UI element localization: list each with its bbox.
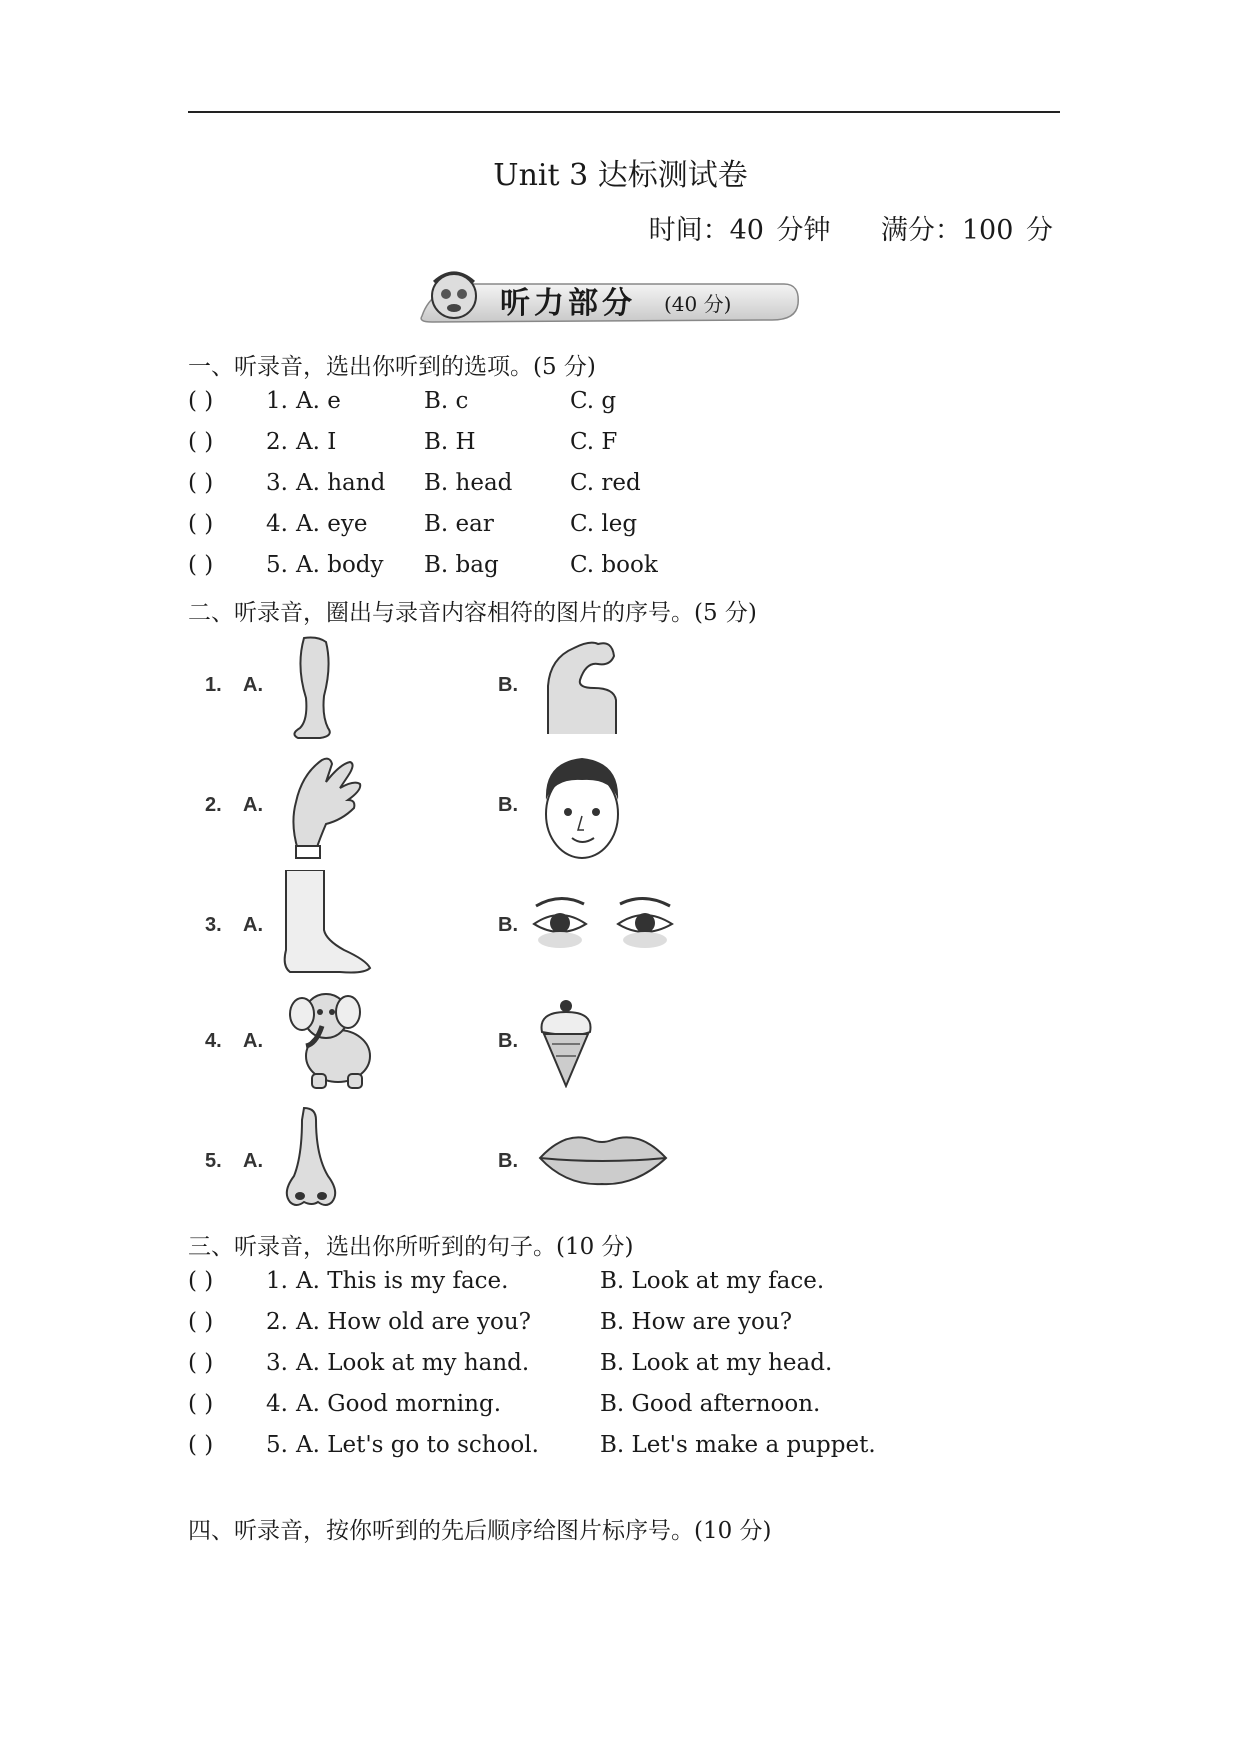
answer-blank[interactable]: ( ) xyxy=(188,1432,214,1458)
top-rule xyxy=(188,111,1060,113)
score-label: 满分：100 分 xyxy=(880,215,1053,246)
option-a-label: A. xyxy=(243,794,263,816)
option-a: A. I xyxy=(296,429,337,455)
headphone-mascot-icon xyxy=(432,273,476,318)
page-title: Unit 3 达标测试卷 xyxy=(493,158,748,193)
option-c: C. g xyxy=(570,388,617,414)
ice-cream-icon[interactable] xyxy=(534,998,598,1088)
item-number: 3. xyxy=(266,1350,288,1376)
option-b-label: B. xyxy=(498,1030,518,1052)
answer-blank[interactable]: ( ) xyxy=(188,511,214,537)
option-b: B. bag xyxy=(424,552,499,578)
nose-icon[interactable] xyxy=(282,1106,340,1210)
section4-heading: 四、听录音，按你听到的先后顺序给图片标序号。(10 分) xyxy=(188,1518,772,1544)
option-b: B. Look at my face. xyxy=(600,1268,825,1294)
listening-banner xyxy=(412,264,802,328)
mouth-icon[interactable] xyxy=(536,1130,670,1186)
hand-icon[interactable] xyxy=(282,754,366,860)
option-c: C. F xyxy=(570,429,618,455)
option-b-label: B. xyxy=(498,1150,518,1172)
eyes-icon[interactable] xyxy=(530,892,680,954)
option-a: A. body xyxy=(296,552,384,578)
foot-icon[interactable] xyxy=(280,870,376,974)
picture-row xyxy=(0,1104,1241,1214)
elephant-icon[interactable] xyxy=(286,986,386,1092)
option-c: C. book xyxy=(570,552,658,578)
exam-meta xyxy=(649,208,1053,247)
option-c: C. red xyxy=(570,470,641,496)
option-b-label: B. xyxy=(498,674,518,696)
option-b-label: B. xyxy=(498,914,518,936)
item-number: 1. xyxy=(266,388,288,414)
item-number: 3. xyxy=(205,914,222,936)
option-b: B. How are you? xyxy=(600,1309,793,1335)
picture-row xyxy=(0,986,1241,1096)
item-number: 4. xyxy=(266,511,288,537)
banner-label: 听力部分 xyxy=(500,286,636,321)
face-icon[interactable] xyxy=(536,752,628,864)
item-number: 1. xyxy=(266,1268,288,1294)
answer-blank[interactable]: ( ) xyxy=(188,470,214,496)
section2-heading: 二、听录音，圈出与录音内容相符的图片的序号。(5 分) xyxy=(188,600,757,626)
section1-heading: 一、听录音，选出你听到的选项。(5 分) xyxy=(188,354,596,380)
item-number: 4. xyxy=(266,1391,288,1417)
item-number: 4. xyxy=(205,1030,222,1052)
option-a-label: A. xyxy=(243,1030,263,1052)
option-b: B. head xyxy=(424,470,513,496)
item-number: 5. xyxy=(266,552,288,578)
item-number: 2. xyxy=(266,1309,288,1335)
answer-blank[interactable]: ( ) xyxy=(188,1350,214,1376)
option-a: A. How old are you? xyxy=(296,1309,531,1335)
option-c: C. leg xyxy=(570,511,638,537)
item-number: 1. xyxy=(205,674,222,696)
leg-icon[interactable] xyxy=(284,636,354,740)
answer-blank[interactable]: ( ) xyxy=(188,1268,214,1294)
picture-row xyxy=(0,752,1241,864)
item-number: 2. xyxy=(266,429,288,455)
banner-points: (40 分) xyxy=(664,292,732,316)
option-b: B. Let's make a puppet. xyxy=(600,1432,876,1458)
picture-row xyxy=(0,636,1241,746)
option-a: A. Let's go to school. xyxy=(296,1432,539,1458)
option-a-label: A. xyxy=(243,674,263,696)
arm-icon[interactable] xyxy=(540,636,630,736)
option-a: A. eye xyxy=(296,511,368,537)
answer-blank[interactable]: ( ) xyxy=(188,388,214,414)
answer-blank[interactable]: ( ) xyxy=(188,1309,214,1335)
item-number: 3. xyxy=(266,470,288,496)
item-number: 5. xyxy=(266,1432,288,1458)
option-b: B. ear xyxy=(424,511,494,537)
option-b: B. H xyxy=(424,429,476,455)
option-a: A. Good morning. xyxy=(296,1391,502,1417)
option-b-label: B. xyxy=(498,794,518,816)
item-number: 5. xyxy=(205,1150,222,1172)
option-b: B. c xyxy=(424,388,469,414)
option-b: B. Look at my head. xyxy=(600,1350,833,1376)
answer-blank[interactable]: ( ) xyxy=(188,1391,214,1417)
time-label: 时间：40 分钟 xyxy=(648,215,831,246)
section3-heading: 三、听录音，选出你所听到的句子。(10 分) xyxy=(188,1234,634,1260)
option-a: A. Look at my hand. xyxy=(296,1350,530,1376)
option-b: B. Good afternoon. xyxy=(600,1391,821,1417)
option-a: A. This is my face. xyxy=(296,1268,509,1294)
picture-row xyxy=(0,870,1241,980)
option-a-label: A. xyxy=(243,914,263,936)
option-a: A. hand xyxy=(296,470,386,496)
option-a-label: A. xyxy=(243,1150,263,1172)
answer-blank[interactable]: ( ) xyxy=(188,552,214,578)
item-number: 2. xyxy=(205,794,222,816)
option-a: A. e xyxy=(296,388,341,414)
answer-blank[interactable]: ( ) xyxy=(188,429,214,455)
